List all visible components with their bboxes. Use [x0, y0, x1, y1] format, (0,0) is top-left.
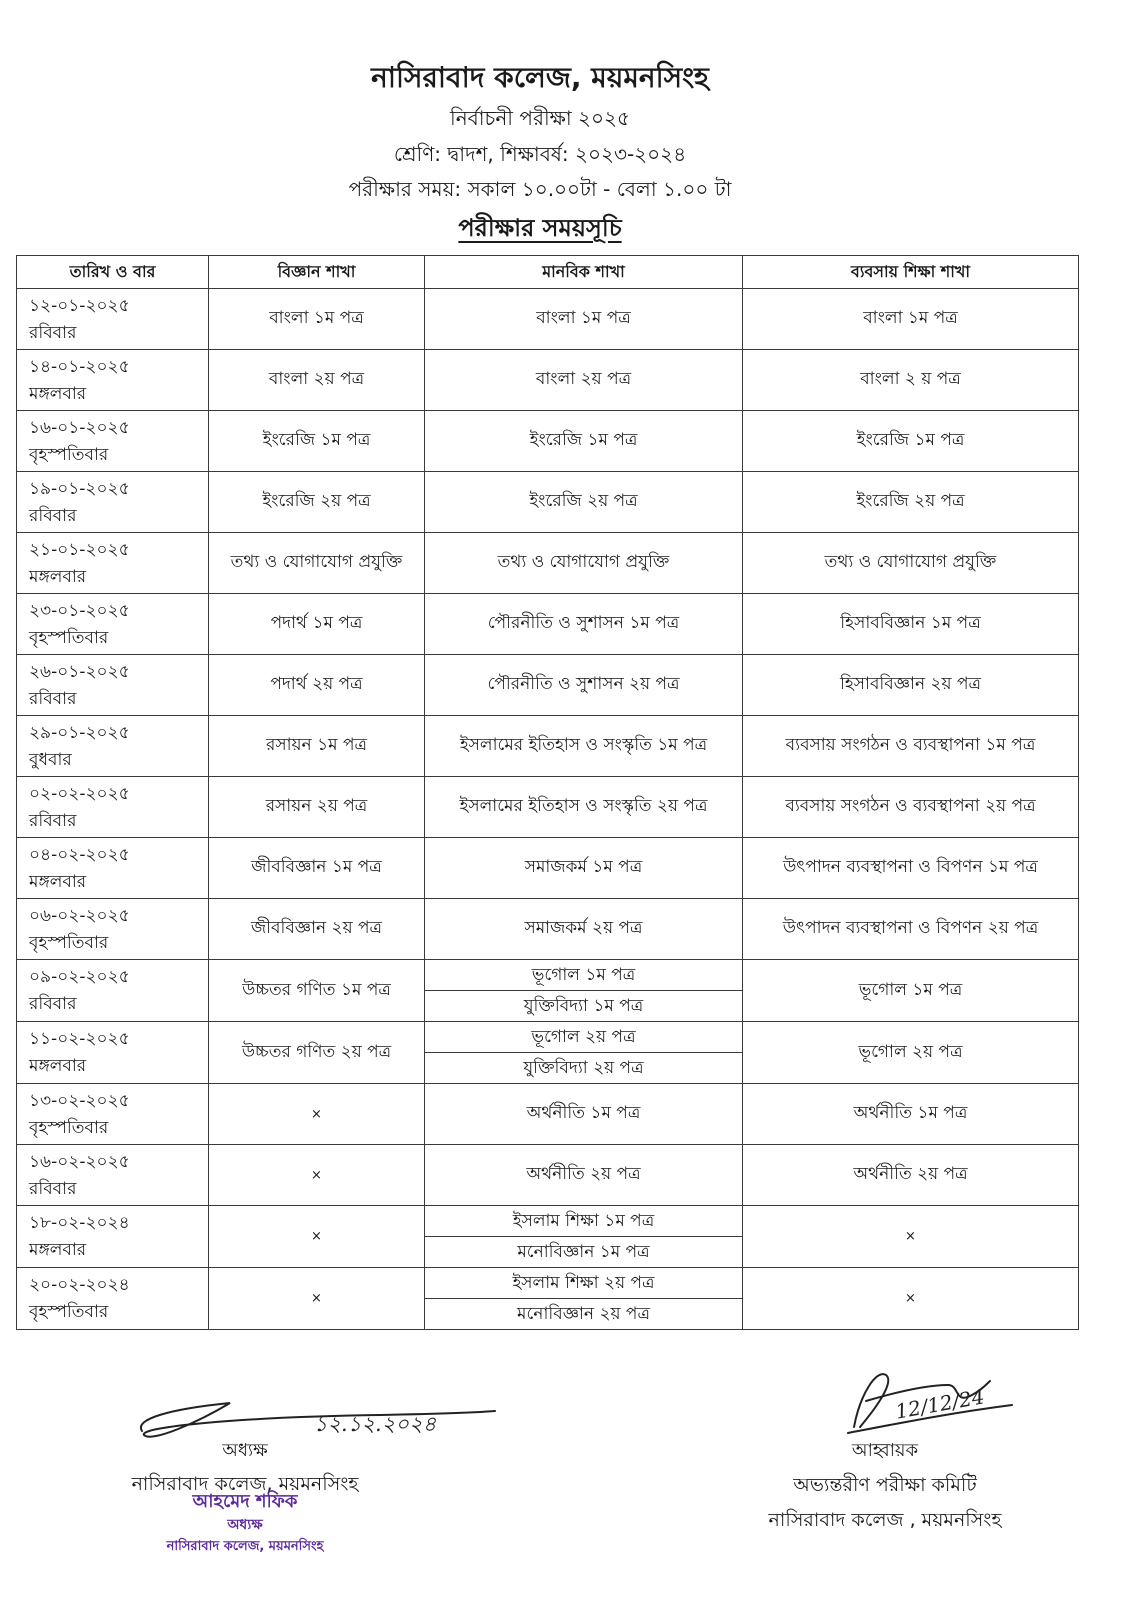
humanities-subject-option: মনোবিজ্ঞান ১ম পত্র	[517, 1242, 650, 1262]
date-cell	[17, 1145, 209, 1206]
exam-date: ২১-০১-২০২৫	[29, 540, 130, 560]
date-cell	[17, 350, 209, 411]
business-subject-cell: তথ্য ও যোগাযোগ প্রযুক্তি	[743, 533, 1079, 594]
humanities-subject-cell: তথ্য ও যোগাযোগ প্রযুক্তি	[425, 533, 743, 594]
table-row	[17, 716, 1079, 777]
table-row	[17, 533, 1079, 594]
table-row	[17, 777, 1079, 838]
date-cell	[17, 838, 209, 899]
business-subject-cell: হিসাববিজ্ঞান ২য় পত্র	[743, 655, 1079, 716]
table-row	[17, 1145, 1079, 1206]
humanities-subject-cell: সমাজকর্ম ১ম পত্র	[425, 838, 743, 899]
exam-date: ১৬-০২-২০২৫	[29, 1152, 130, 1172]
date-cell	[17, 777, 209, 838]
humanities-subject-option: ভূগোল ১ম পত্র	[425, 960, 742, 991]
humanities-subject-cell	[425, 1206, 743, 1268]
exam-day: বৃহস্পতিবার	[29, 1118, 109, 1138]
humanities-subject-cell: বাংলা ২য় পত্র	[425, 350, 743, 411]
humanities-subject-option: ভূগোল ২য় পত্র	[425, 1022, 742, 1053]
exam-day: বৃহস্পতিবার	[29, 628, 109, 648]
table-row	[17, 350, 1079, 411]
business-subject-cell: ইংরেজি ২য় পত্র	[743, 472, 1079, 533]
exam-date: ০৪-০২-২০২৫	[29, 845, 130, 865]
humanities-subject-cell: অর্থনীতি ১ম পত্র	[425, 1084, 743, 1145]
humanities-subject-cell: ইংরেজি ১ম পত্র	[425, 411, 743, 472]
date-cell	[17, 960, 209, 1022]
exam-date: ১১-০২-২০২৫	[29, 1029, 130, 1049]
exam-date: ১৩-০২-২০২৫	[29, 1091, 130, 1111]
date-cell	[17, 716, 209, 777]
business-subject-cell: ×	[743, 1206, 1079, 1268]
exam-day: মঙ্গলবার	[29, 1240, 87, 1260]
exam-date: ০৯-০২-২০২৫	[29, 967, 130, 987]
exam-day: মঙ্গলবার	[29, 872, 87, 892]
table-row	[17, 1268, 1079, 1330]
science-subject-cell: ×	[209, 1206, 425, 1268]
exam-day: রবিবার	[29, 994, 77, 1014]
humanities-subject-cell: সমাজকর্ম ২য় পত্র	[425, 899, 743, 960]
table-row	[17, 411, 1079, 472]
exam-day: রবিবার	[29, 1179, 77, 1199]
schedule-table-body	[17, 289, 1079, 1330]
humanities-subject-option: যুক্তিবিদ্যা ২য় পত্র	[523, 1058, 644, 1078]
science-subject-cell: রসায়ন ১ম পত্র	[209, 716, 425, 777]
exam-date: ১৬-০১-২০২৫	[29, 418, 130, 438]
science-subject-cell: বাংলা ১ম পত্র	[209, 289, 425, 350]
humanities-subject-cell: অর্থনীতি ২য় পত্র	[425, 1145, 743, 1206]
science-subject-cell: উচ্চতর গণিত ১ম পত্র	[209, 960, 425, 1022]
table-row	[17, 472, 1079, 533]
science-subject-cell: ×	[209, 1084, 425, 1145]
exam-date: ১৪-০১-২০২৫	[29, 357, 130, 377]
humanities-subject-option: ইসলাম শিক্ষা ২য় পত্র	[425, 1268, 742, 1299]
science-subject-cell: ×	[209, 1145, 425, 1206]
exam-date: ২০-০২-২০২৪	[29, 1275, 130, 1295]
exam-date: ২৯-০১-২০২৫	[29, 723, 130, 743]
table-row	[17, 1084, 1079, 1145]
table-row	[17, 289, 1079, 350]
science-subject-cell: বাংলা ২য় পত্র	[209, 350, 425, 411]
class-session: শ্রেণি: দ্বাদশ, শিক্ষাবর্ষ: ২০২৩-২০২৪	[393, 142, 687, 166]
table-row	[17, 960, 1079, 1022]
table-row	[17, 594, 1079, 655]
table-row	[17, 1206, 1079, 1268]
exam-day: বৃহস্পতিবার	[29, 933, 109, 953]
science-subject-cell: জীববিজ্ঞান ২য় পত্র	[209, 899, 425, 960]
business-subject-cell: ভূগোল ১ম পত্র	[743, 960, 1079, 1022]
convener-committee: অভ্যন্তরীণ পরীক্ষা কমিটি	[793, 1474, 977, 1496]
exam-date: ০৬-০২-২০২৫	[29, 906, 130, 926]
exam-day: মঙ্গলবার	[29, 1056, 87, 1076]
business-subject-cell: ব্যবসায় সংগঠন ও ব্যবস্থাপনা ২য় পত্র	[743, 777, 1079, 838]
date-cell	[17, 1022, 209, 1084]
stamp-designation: অধ্যক্ষ	[227, 1517, 263, 1533]
exam-time: পরীক্ষার সময়: সকাল ১০.০০টা - বেলা ১.০০ টা	[348, 177, 732, 201]
exam-date: ২৬-০১-২০২৫	[29, 662, 130, 682]
humanities-subject-cell: ইংরেজি ২য় পত্র	[425, 472, 743, 533]
business-subject-cell: ভূগোল ২য় পত্র	[743, 1022, 1079, 1084]
exam-date: ২৩-০১-২০২৫	[29, 601, 130, 621]
header-row	[17, 256, 1079, 289]
principal-stamp	[100, 1490, 390, 1558]
table-row	[17, 838, 1079, 899]
schedule-title-text: পরীক্ষার সময়সূচি	[458, 214, 622, 242]
date-cell	[17, 1268, 209, 1330]
business-subject-cell: বাংলা ২ য় পত্র	[743, 350, 1079, 411]
schedule-title	[40, 210, 1040, 250]
science-subject-cell: তথ্য ও যোগাযোগ প্রযুক্তি	[209, 533, 425, 594]
exam-day: রবিবার	[29, 811, 77, 831]
exam-day: রবিবার	[29, 323, 77, 343]
schedule-table-head	[17, 256, 1079, 289]
date-cell	[17, 594, 209, 655]
science-subject-cell: উচ্চতর গণিত ২য় পত্র	[209, 1022, 425, 1084]
humanities-subject-cell: ইসলামের ইতিহাস ও সংস্কৃতি ২য় পত্র	[425, 777, 743, 838]
science-subject-cell: রসায়ন ২য় পত্র	[209, 777, 425, 838]
stamp-name: আহমেদ শফিক	[192, 1491, 298, 1512]
science-subject-cell: পদার্থ ২য় পত্র	[209, 655, 425, 716]
business-subject-cell: উৎপাদন ব্যবস্থাপনা ও বিপণন ১ম পত্র	[743, 838, 1079, 899]
date-cell	[17, 1084, 209, 1145]
science-subject-cell: পদার্থ ১ম পত্র	[209, 594, 425, 655]
humanities-subject-cell: ইসলামের ইতিহাস ও সংস্কৃতি ১ম পত্র	[425, 716, 743, 777]
science-subject-cell: ×	[209, 1268, 425, 1330]
col-header-date: তারিখ ও বার	[17, 256, 209, 289]
table-row	[17, 655, 1079, 716]
table-row	[17, 899, 1079, 960]
exam-day: মঙ্গলবার	[29, 384, 87, 404]
humanities-subject-cell	[425, 1022, 743, 1084]
science-subject-cell: ইংরেজি ২য় পত্র	[209, 472, 425, 533]
exam-day: বৃহস্পতিবার	[29, 445, 109, 465]
exam-day: বৃহস্পতিবার	[29, 1302, 109, 1322]
exam-day: রবিবার	[29, 689, 77, 709]
date-cell	[17, 655, 209, 716]
college-title: নাসিরাবাদ কলেজ, ময়মনসিংহ	[371, 61, 709, 94]
exam-day: বুধবার	[29, 750, 72, 770]
stamp-institution: নাসিরাবাদ কলেজ, ময়মনসিংহ	[166, 1539, 324, 1554]
business-subject-cell: ×	[743, 1268, 1079, 1330]
exam-name: নির্বাচনী পরীক্ষা ২০২৫	[449, 106, 631, 130]
principal-handwritten-date: ১২.১২.২০২৪	[313, 1412, 437, 1436]
table-row	[17, 1022, 1079, 1084]
date-cell	[17, 289, 209, 350]
business-subject-cell: ব্যবসায় সংগঠন ও ব্যবস্থাপনা ১ম পত্র	[743, 716, 1079, 777]
humanities-subject-cell	[425, 960, 743, 1022]
business-subject-cell: অর্থনীতি ১ম পত্র	[743, 1084, 1079, 1145]
business-subject-cell: বাংলা ১ম পত্র	[743, 289, 1079, 350]
convener-institution: নাসিরাবাদ কলেজ , ময়মনসিংহ	[768, 1509, 1002, 1531]
col-header-business: ব্যবসায় শিক্ষা শাখা	[743, 256, 1079, 289]
exam-day: রবিবার	[29, 506, 77, 526]
humanities-subject-option: মনোবিজ্ঞান ২য় পত্র	[517, 1304, 650, 1324]
science-subject-cell: জীববিজ্ঞান ১ম পত্র	[209, 838, 425, 899]
exam-date: ১৯-০১-২০২৫	[29, 479, 130, 499]
business-subject-cell: ইংরেজি ১ম পত্র	[743, 411, 1079, 472]
business-subject-cell: উৎপাদন ব্যবস্থাপনা ও বিপণন ২য় পত্র	[743, 899, 1079, 960]
exam-date: ১৮-০২-২০২৪	[29, 1213, 130, 1233]
exam-date: ১২-০১-২০২৫	[29, 296, 130, 316]
humanities-subject-cell: পৌরনীতি ও সুশাসন ২য় পত্র	[425, 655, 743, 716]
date-cell	[17, 411, 209, 472]
business-subject-cell: হিসাববিজ্ঞান ১ম পত্র	[743, 594, 1079, 655]
date-cell	[17, 472, 209, 533]
col-header-humanities: মানবিক শাখা	[425, 256, 743, 289]
business-subject-cell: অর্থনীতি ২য় পত্র	[743, 1145, 1079, 1206]
humanities-subject-cell: বাংলা ১ম পত্র	[425, 289, 743, 350]
convener-designation: আহ্বায়ক	[851, 1440, 919, 1461]
exam-date: ০২-০২-২০২৫	[29, 784, 130, 804]
humanities-subject-cell: পৌরনীতি ও সুশাসন ১ম পত্র	[425, 594, 743, 655]
humanities-subject-option: যুক্তিবিদ্যা ১ম পত্র	[523, 996, 644, 1016]
exam-day: মঙ্গলবার	[29, 567, 87, 587]
col-header-science: বিজ্ঞান শাখা	[209, 256, 425, 289]
schedule-table	[16, 255, 1079, 1330]
date-cell	[17, 533, 209, 594]
convener-handwritten-date: 12/12/24	[893, 1384, 987, 1424]
humanities-subject-cell	[425, 1268, 743, 1330]
date-cell	[17, 1206, 209, 1268]
principal-designation: অধ্যক্ষ	[222, 1440, 268, 1461]
humanities-subject-option: ইসলাম শিক্ষা ১ম পত্র	[425, 1206, 742, 1237]
principal-institution: নাসিরাবাদ কলেজ, ময়মনসিংহ	[131, 1473, 359, 1495]
science-subject-cell: ইংরেজি ১ম পত্র	[209, 411, 425, 472]
date-cell	[17, 899, 209, 960]
